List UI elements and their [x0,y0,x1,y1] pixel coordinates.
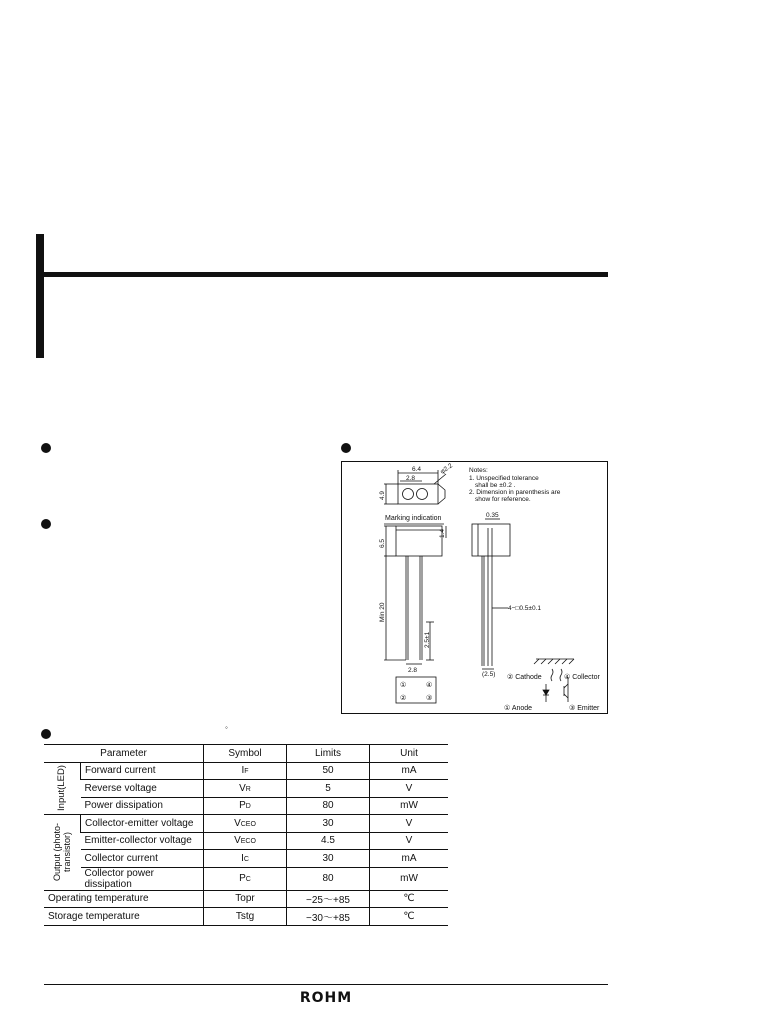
dim-bottom-width: 2.8 [408,667,418,674]
dim-pitch: 2.5±1 [424,631,431,648]
dim-height-top: 4.9 [379,490,386,500]
symbol-cell: PD [204,797,287,815]
unit-cell: V [370,815,449,833]
header-symbol: Symbol [204,745,287,763]
limit-cell: 80 [287,867,370,890]
limit-cell: 80 [287,797,370,815]
dimensions-drawing [342,462,609,715]
param-cell: Reverse voltage [81,780,204,798]
dim-right-offset: 1.4 [439,528,446,538]
svg-text:ROHM: ROHM [299,990,353,1004]
dim-width-inner: 2.8 [406,475,416,482]
pin-3-label: ③ [426,695,433,702]
symbol-cell: IF [204,762,287,780]
symbol-cell: PC [204,867,287,890]
limit-cell: 4.5 [287,832,370,850]
table-row [44,762,448,780]
group-output-label: Output (photo- transistor) [52,823,72,882]
dim-side-pitch: (2.5) [482,671,496,678]
pin-collector-label: ④ Collector [564,674,600,681]
header-parameter: Parameter [44,745,204,763]
table-row [44,867,448,890]
unit-cell: V [370,832,449,850]
unit-cell: mA [370,850,449,868]
title-horizontal-rule [44,272,608,277]
param-cell: Power dissipation [81,797,204,815]
rohm-logo [296,990,356,1004]
footer-rule [44,984,608,985]
dimensions-figure [341,461,608,714]
param-cell: Forward current [81,762,204,780]
table-row [44,832,448,850]
table-row [44,890,448,908]
ratings-table [44,744,448,926]
pin-4-label: ④ [426,682,433,689]
dim-diameter: φ2.2 [439,462,455,476]
dim-thickness: 0.35 [486,512,499,519]
table-row [44,780,448,798]
param-cell: Storage temperature [44,908,204,926]
symbol-cell: VCEO [204,815,287,833]
notes-line-1: 1. Unspecified tolerance [469,475,539,482]
bullet-applications [41,519,51,529]
limit-cell: 30 [287,850,370,868]
unit-cell: ℃ [370,908,449,926]
marking-indication-label: Marking indication [385,515,442,522]
pin-cathode-label: ② Cathode [507,674,542,681]
notes-heading: Notes: [469,467,488,474]
table-header-row [44,745,448,763]
param-cell: Collector-emitter voltage [81,815,204,833]
pin-emitter-label: ③ Emitter [569,705,600,712]
symbol-cell: VR [204,780,287,798]
unit-cell: mW [370,867,449,890]
unit-cell: V [370,780,449,798]
symbol-cell: Tstg [204,908,287,926]
header-limits: Limits [287,745,370,763]
dim-width-total: 6.4 [412,466,422,473]
dim-body-height: 6.5 [379,538,386,548]
notes-line-4: show for reference. [475,496,531,503]
bullet-ratings [41,729,51,739]
limit-cell: 50 [287,762,370,780]
bullet-features [41,443,51,453]
table-row [44,797,448,815]
notes-line-2: shall be ±0.2 . [475,482,516,489]
title-vertical-bar [36,234,44,358]
param-cell: Emitter-collector voltage [81,832,204,850]
dim-lead-spec: 4−□0.5±0.1 [508,605,541,612]
limit-cell: 30 [287,815,370,833]
limit-cell: −25〜+85 [287,890,370,908]
limit-cell: −30〜+85 [287,908,370,926]
header-unit: Unit [370,745,449,763]
bullet-dimensions [341,443,351,453]
param-cell: Collector current [81,850,204,868]
pin-2-label: ② [400,695,407,702]
symbol-cell: VECO [204,832,287,850]
ratings-note-mark: ◦ [225,723,228,732]
unit-cell: mA [370,762,449,780]
limit-cell: 5 [287,780,370,798]
table-row [44,908,448,926]
unit-cell: mW [370,797,449,815]
group-input-cell [44,762,81,815]
dim-min-lead: Min 20 [379,602,386,622]
table-row [44,850,448,868]
symbol-cell: IC [204,850,287,868]
group-input-label: Input(LED) [56,765,67,812]
group-output-cell [44,815,81,891]
unit-cell: ℃ [370,890,449,908]
pin-anode-label: ① Anode [504,705,533,712]
pin-1-label: ① [400,682,407,689]
symbol-cell: Topr [204,890,287,908]
table-row [44,815,448,833]
notes-line-3: 2. Dimension in parenthesis are [469,489,561,496]
param-cell: Operating temperature [44,890,204,908]
param-cell: Collector power dissipation [81,867,204,890]
